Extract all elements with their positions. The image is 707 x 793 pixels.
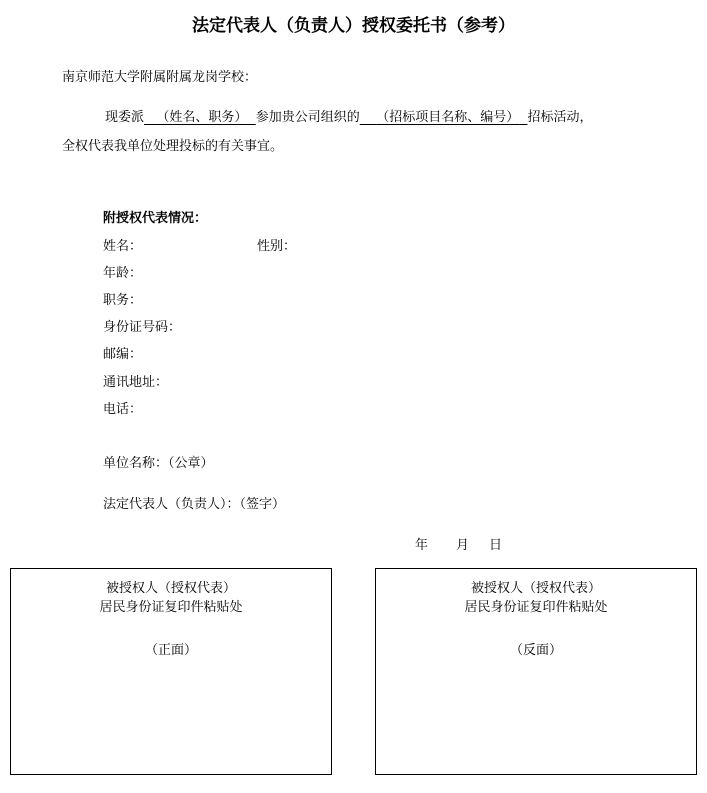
field-age-label: 年龄： xyxy=(103,266,143,281)
unit-name-label: 单位名称：（公章） xyxy=(103,456,214,471)
document-title: 法定代表人（负责人）授权委托书（参考） xyxy=(192,16,515,36)
paragraph-middle: 参加贵公司组织的 xyxy=(255,110,360,125)
authorization-paragraph xyxy=(105,106,593,125)
name-position-blank: （姓名、职务） xyxy=(156,110,248,125)
field-phone-label: 电话： xyxy=(103,402,143,417)
box-back-line2: 居民身份证复印件粘贴处 xyxy=(464,600,608,615)
project-blank: （招标项目名称、编号） xyxy=(376,110,520,125)
box-front-line2: 居民身份证复印件粘贴处 xyxy=(99,600,243,615)
date-day: 日 xyxy=(489,538,503,553)
paragraph-prefix: 现委派 xyxy=(105,110,145,125)
date-month: 月 xyxy=(456,538,470,553)
date-line xyxy=(415,534,502,553)
field-gender-label: 性别： xyxy=(257,239,297,254)
legal-representative-label: 法定代表人（负责人）：（签字） xyxy=(103,497,286,512)
field-address-label: 通讯地址： xyxy=(103,375,169,390)
box-back-line1: 被授权人（授权代表） xyxy=(470,581,601,596)
authorization-paragraph-line2: 全权代表我单位处理投标的有关事宜。 xyxy=(62,139,284,154)
box-front-side: （正面） xyxy=(144,643,197,658)
field-position-label: 职务： xyxy=(103,293,143,308)
box-front-line1: 被授权人（授权代表） xyxy=(105,581,236,596)
id-copy-box-front xyxy=(10,568,332,775)
field-postcode-label: 邮编： xyxy=(103,347,143,362)
field-name-label: 姓名： xyxy=(103,239,143,254)
paragraph-suffix: 招标活动， xyxy=(527,110,593,125)
addressee: 南京师范大学附属附属龙岗学校： xyxy=(62,70,258,85)
section-title: 附授权代表情况： xyxy=(103,211,208,226)
box-back-side: （反面） xyxy=(509,643,562,658)
date-year: 年 xyxy=(415,538,429,553)
id-copy-box-back xyxy=(375,568,697,775)
field-id-number-label: 身份证号码： xyxy=(103,320,182,335)
